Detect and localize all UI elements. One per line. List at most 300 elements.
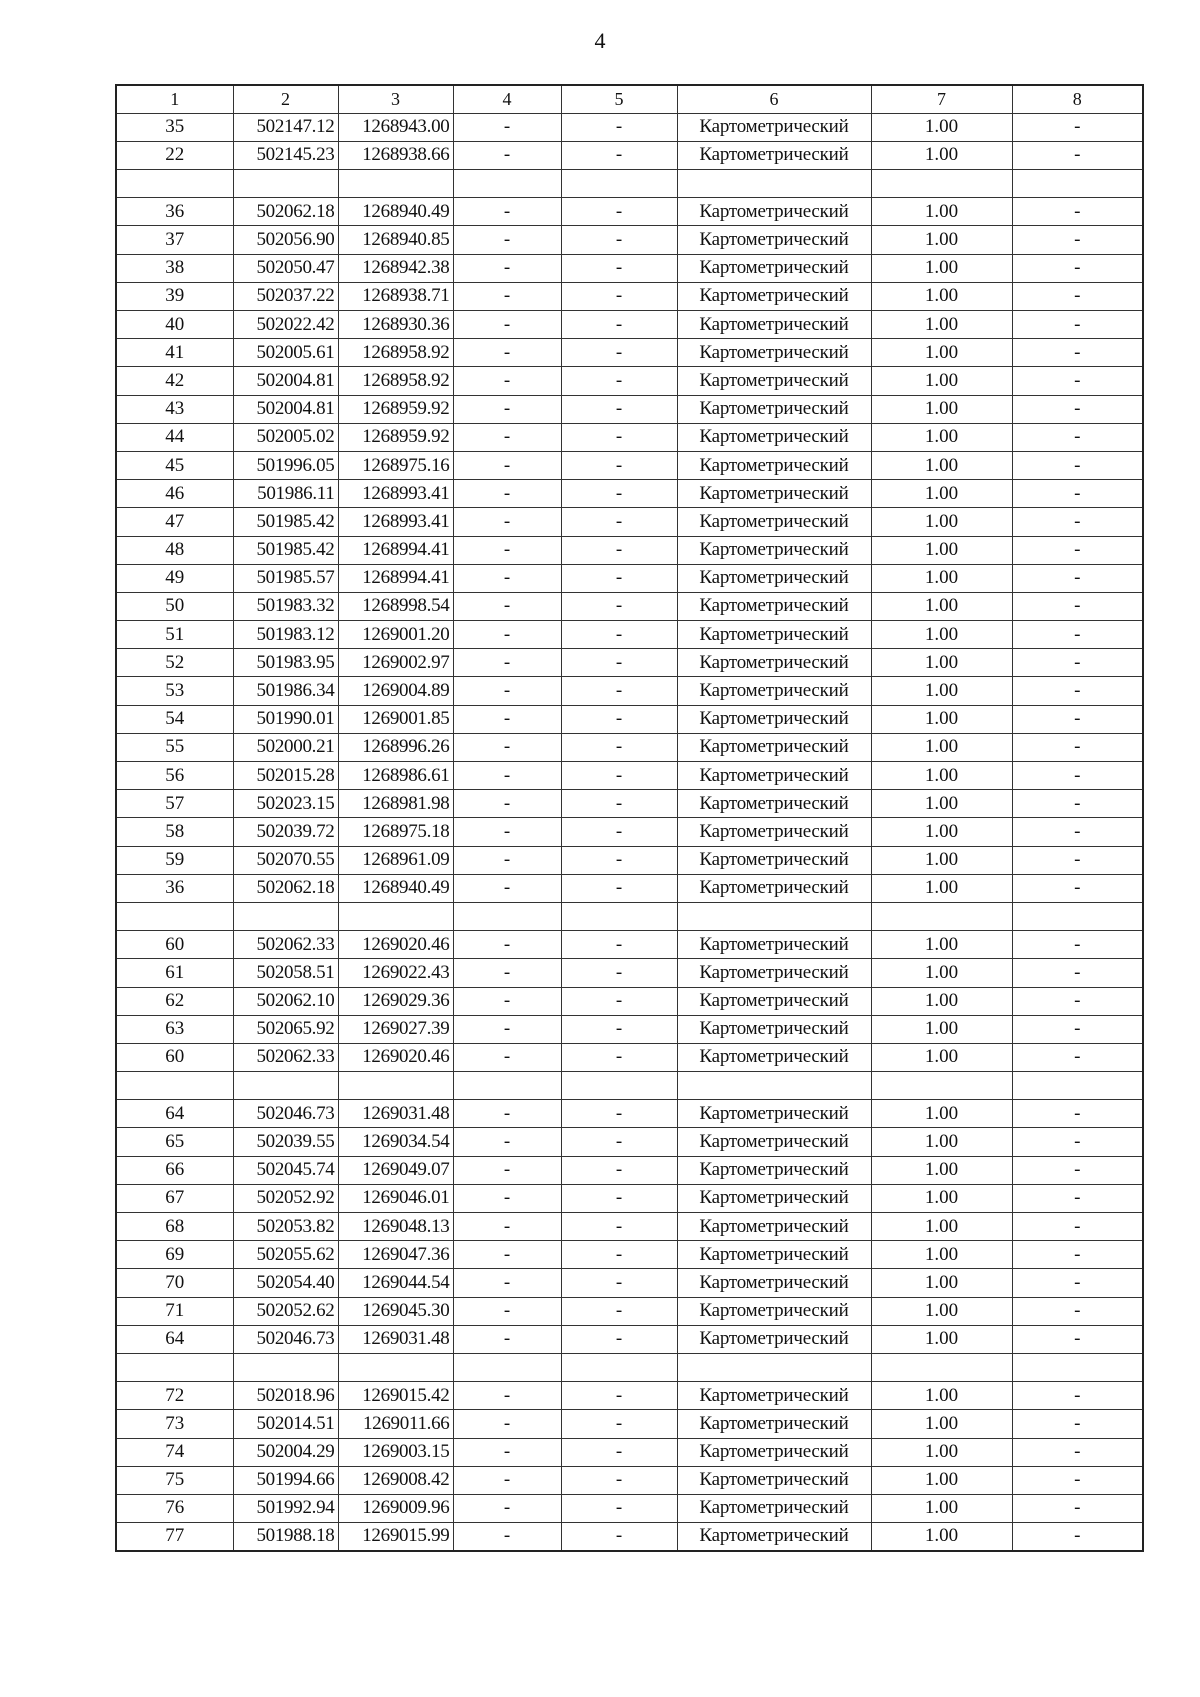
table-row	[116, 592, 1143, 620]
column-8-cell: -	[1012, 480, 1143, 508]
y-coordinate-cell: 1268942.38	[338, 254, 453, 282]
x-coordinate-cell: 501983.32	[233, 592, 338, 620]
column-5-cell: -	[561, 480, 677, 508]
y-coordinate-cell: 1269009.96	[338, 1494, 453, 1522]
column-5-cell: -	[561, 282, 677, 310]
column-5-cell: -	[561, 987, 677, 1015]
column-4-cell: -	[453, 1523, 561, 1551]
point-number-cell: 52	[116, 649, 233, 677]
column-5-cell: -	[561, 762, 677, 790]
accuracy-cell: 1.00	[871, 1100, 1012, 1128]
accuracy-cell: 1.00	[871, 1015, 1012, 1043]
column-4-cell: -	[453, 874, 561, 902]
x-coordinate-cell: 502005.61	[233, 339, 338, 367]
point-number-cell: 66	[116, 1156, 233, 1184]
column-4-cell: -	[453, 339, 561, 367]
accuracy-cell: 1.00	[871, 987, 1012, 1015]
column-4-cell: -	[453, 113, 561, 141]
point-number-cell: 61	[116, 959, 233, 987]
accuracy-cell: 1.00	[871, 480, 1012, 508]
method-cell: Картометрический	[677, 931, 871, 959]
x-coordinate-cell: 501992.94	[233, 1494, 338, 1522]
column-4-cell: -	[453, 1015, 561, 1043]
accuracy-cell: 1.00	[871, 649, 1012, 677]
point-number-cell: 59	[116, 846, 233, 874]
y-coordinate-cell: 1269047.36	[338, 1241, 453, 1269]
accuracy-cell: 1.00	[871, 254, 1012, 282]
table-row	[116, 1241, 1143, 1269]
x-coordinate-cell: 502054.40	[233, 1269, 338, 1297]
accuracy-cell: 1.00	[871, 451, 1012, 479]
y-coordinate-cell: 1268943.00	[338, 113, 453, 141]
column-5-cell	[561, 1072, 677, 1100]
column-4-cell: -	[453, 451, 561, 479]
accuracy-cell: 1.00	[871, 1410, 1012, 1438]
accuracy-cell: 1.00	[871, 733, 1012, 761]
point-number-cell: 57	[116, 790, 233, 818]
column-8-cell: -	[1012, 1043, 1143, 1071]
column-8-cell: -	[1012, 846, 1143, 874]
accuracy-cell: 1.00	[871, 818, 1012, 846]
column-5-cell: -	[561, 1184, 677, 1212]
accuracy-cell: 1.00	[871, 790, 1012, 818]
column-4-cell: -	[453, 226, 561, 254]
point-number-cell: 49	[116, 564, 233, 592]
y-coordinate-cell: 1269027.39	[338, 1015, 453, 1043]
table-row	[116, 1184, 1143, 1212]
header-cell-5: 5	[561, 85, 677, 113]
method-cell: Картометрический	[677, 1410, 871, 1438]
column-8-cell: -	[1012, 1241, 1143, 1269]
table-row	[116, 536, 1143, 564]
method-cell: Картометрический	[677, 1241, 871, 1269]
method-cell: Картометрический	[677, 141, 871, 169]
x-coordinate-cell: 502052.62	[233, 1297, 338, 1325]
table-row	[116, 959, 1143, 987]
point-number-cell: 65	[116, 1128, 233, 1156]
y-coordinate-cell: 1268940.49	[338, 874, 453, 902]
accuracy-cell: 1.00	[871, 1156, 1012, 1184]
point-number-cell: 38	[116, 254, 233, 282]
column-8-cell: -	[1012, 226, 1143, 254]
column-5-cell: -	[561, 1382, 677, 1410]
accuracy-cell: 1.00	[871, 564, 1012, 592]
x-coordinate-cell: 502000.21	[233, 733, 338, 761]
table-row	[116, 1325, 1143, 1353]
column-5-cell: -	[561, 677, 677, 705]
column-5-cell	[561, 1353, 677, 1381]
point-number-cell: 72	[116, 1382, 233, 1410]
table-row	[116, 1410, 1143, 1438]
column-5-cell: -	[561, 1410, 677, 1438]
point-number-cell: 64	[116, 1325, 233, 1353]
table-row	[116, 1438, 1143, 1466]
method-cell: Картометрический	[677, 198, 871, 226]
method-cell: Картометрический	[677, 395, 871, 423]
point-number-cell: 55	[116, 733, 233, 761]
x-coordinate-cell: 502046.73	[233, 1100, 338, 1128]
y-coordinate-cell: 1268994.41	[338, 564, 453, 592]
accuracy-cell: 1.00	[871, 367, 1012, 395]
point-number-cell: 45	[116, 451, 233, 479]
column-5-cell: -	[561, 1269, 677, 1297]
column-4-cell: -	[453, 649, 561, 677]
y-coordinate-cell: 1268993.41	[338, 508, 453, 536]
point-number-cell: 48	[116, 536, 233, 564]
method-cell: Картометрический	[677, 959, 871, 987]
y-coordinate-cell: 1268940.85	[338, 226, 453, 254]
method-cell: Картометрический	[677, 536, 871, 564]
point-number-cell: 39	[116, 282, 233, 310]
header-cell-3: 3	[338, 85, 453, 113]
method-cell: Картометрический	[677, 1523, 871, 1551]
method-cell: Картометрический	[677, 1213, 871, 1241]
accuracy-cell: 1.00	[871, 339, 1012, 367]
x-coordinate-cell: 502147.12	[233, 113, 338, 141]
y-coordinate-cell: 1269044.54	[338, 1269, 453, 1297]
column-5-cell: -	[561, 254, 677, 282]
accuracy-cell: 1.00	[871, 198, 1012, 226]
column-8-cell: -	[1012, 818, 1143, 846]
x-coordinate-cell: 502050.47	[233, 254, 338, 282]
method-cell: Картометрический	[677, 451, 871, 479]
accuracy-cell: 1.00	[871, 423, 1012, 451]
column-8-cell: -	[1012, 536, 1143, 564]
point-number-cell: 22	[116, 141, 233, 169]
x-coordinate-cell	[233, 1072, 338, 1100]
point-number-cell: 44	[116, 423, 233, 451]
column-4-cell: -	[453, 790, 561, 818]
point-number-cell: 74	[116, 1438, 233, 1466]
point-number-cell: 42	[116, 367, 233, 395]
y-coordinate-cell: 1268958.92	[338, 339, 453, 367]
column-5-cell: -	[561, 141, 677, 169]
column-4-cell	[453, 902, 561, 930]
column-4-cell: -	[453, 1156, 561, 1184]
column-4-cell: -	[453, 931, 561, 959]
method-cell: Картометрический	[677, 1297, 871, 1325]
column-5-cell: -	[561, 536, 677, 564]
point-number-cell: 46	[116, 480, 233, 508]
column-8-cell: -	[1012, 705, 1143, 733]
table-row	[116, 1100, 1143, 1128]
column-4-cell: -	[453, 508, 561, 536]
method-cell: Картометрический	[677, 987, 871, 1015]
column-8-cell: -	[1012, 959, 1143, 987]
x-coordinate-cell: 502145.23	[233, 141, 338, 169]
column-8-cell: -	[1012, 1438, 1143, 1466]
accuracy-cell: 1.00	[871, 931, 1012, 959]
column-4-cell: -	[453, 480, 561, 508]
point-number-cell: 37	[116, 226, 233, 254]
separator-row	[116, 902, 1143, 930]
method-cell: Картометрический	[677, 1184, 871, 1212]
column-8-cell	[1012, 1072, 1143, 1100]
point-number-cell: 41	[116, 339, 233, 367]
accuracy-cell: 1.00	[871, 226, 1012, 254]
y-coordinate-cell: 1268930.36	[338, 311, 453, 339]
x-coordinate-cell: 502004.81	[233, 367, 338, 395]
accuracy-cell: 1.00	[871, 1269, 1012, 1297]
column-5-cell: -	[561, 1297, 677, 1325]
y-coordinate-cell	[338, 1072, 453, 1100]
x-coordinate-cell: 502018.96	[233, 1382, 338, 1410]
accuracy-cell	[871, 1353, 1012, 1381]
accuracy-cell: 1.00	[871, 536, 1012, 564]
point-number-cell: 73	[116, 1410, 233, 1438]
column-5-cell: -	[561, 1241, 677, 1269]
table-row	[116, 1523, 1143, 1551]
table-row	[116, 1297, 1143, 1325]
point-number-cell: 50	[116, 592, 233, 620]
method-cell: Картометрический	[677, 649, 871, 677]
y-coordinate-cell	[338, 902, 453, 930]
column-4-cell: -	[453, 1438, 561, 1466]
x-coordinate-cell	[233, 902, 338, 930]
column-5-cell	[561, 170, 677, 198]
table-row	[116, 311, 1143, 339]
column-5-cell: -	[561, 705, 677, 733]
method-cell: Картометрический	[677, 677, 871, 705]
y-coordinate-cell: 1269022.43	[338, 959, 453, 987]
x-coordinate-cell: 502062.18	[233, 874, 338, 902]
column-4-cell: -	[453, 564, 561, 592]
x-coordinate-cell	[233, 170, 338, 198]
column-8-cell: -	[1012, 1015, 1143, 1043]
y-coordinate-cell: 1269045.30	[338, 1297, 453, 1325]
column-4-cell	[453, 1072, 561, 1100]
table-row	[116, 1128, 1143, 1156]
header-cell-1: 1	[116, 85, 233, 113]
column-4-cell: -	[453, 818, 561, 846]
column-8-cell	[1012, 1353, 1143, 1381]
column-8-cell: -	[1012, 1156, 1143, 1184]
accuracy-cell: 1.00	[871, 762, 1012, 790]
header-cell-2: 2	[233, 85, 338, 113]
table-row	[116, 198, 1143, 226]
column-4-cell: -	[453, 536, 561, 564]
column-4-cell: -	[453, 198, 561, 226]
column-5-cell: -	[561, 423, 677, 451]
column-5-cell: -	[561, 1043, 677, 1071]
accuracy-cell: 1.00	[871, 705, 1012, 733]
x-coordinate-cell: 502037.22	[233, 282, 338, 310]
point-number-cell: 64	[116, 1100, 233, 1128]
column-8-cell: -	[1012, 254, 1143, 282]
x-coordinate-cell: 502062.10	[233, 987, 338, 1015]
method-cell: Картометрический	[677, 226, 871, 254]
table-row	[116, 1382, 1143, 1410]
point-number-cell: 62	[116, 987, 233, 1015]
method-cell: Картометрический	[677, 1100, 871, 1128]
column-8-cell: -	[1012, 1410, 1143, 1438]
x-coordinate-cell	[233, 1353, 338, 1381]
method-cell: Картометрический	[677, 621, 871, 649]
table-row	[116, 1466, 1143, 1494]
column-8-cell: -	[1012, 931, 1143, 959]
table-row	[116, 113, 1143, 141]
column-4-cell: -	[453, 311, 561, 339]
column-5-cell: -	[561, 818, 677, 846]
column-8-cell: -	[1012, 564, 1143, 592]
method-cell: Картометрический	[677, 339, 871, 367]
column-8-cell: -	[1012, 1523, 1143, 1551]
column-5-cell: -	[561, 959, 677, 987]
method-cell: Картометрический	[677, 1269, 871, 1297]
column-8-cell: -	[1012, 1466, 1143, 1494]
y-coordinate-cell: 1268961.09	[338, 846, 453, 874]
column-8-cell: -	[1012, 733, 1143, 761]
point-number-cell	[116, 1072, 233, 1100]
column-8-cell: -	[1012, 367, 1143, 395]
method-cell	[677, 1353, 871, 1381]
column-4-cell: -	[453, 1382, 561, 1410]
column-5-cell: -	[561, 1128, 677, 1156]
accuracy-cell: 1.00	[871, 1523, 1012, 1551]
x-coordinate-cell: 501983.12	[233, 621, 338, 649]
table-row	[116, 846, 1143, 874]
table-row	[116, 480, 1143, 508]
column-4-cell: -	[453, 1466, 561, 1494]
column-5-cell: -	[561, 367, 677, 395]
x-coordinate-cell: 502004.29	[233, 1438, 338, 1466]
method-cell: Картометрический	[677, 311, 871, 339]
y-coordinate-cell: 1269020.46	[338, 1043, 453, 1071]
y-coordinate-cell: 1268938.66	[338, 141, 453, 169]
y-coordinate-cell	[338, 1353, 453, 1381]
column-5-cell: -	[561, 395, 677, 423]
y-coordinate-cell: 1268940.49	[338, 198, 453, 226]
column-4-cell: -	[453, 367, 561, 395]
method-cell: Картометрический	[677, 705, 871, 733]
column-8-cell: -	[1012, 451, 1143, 479]
column-5-cell: -	[561, 931, 677, 959]
accuracy-cell: 1.00	[871, 959, 1012, 987]
column-8-cell: -	[1012, 282, 1143, 310]
column-4-cell: -	[453, 1325, 561, 1353]
page-number: 4	[594, 28, 606, 53]
column-4-cell: -	[453, 1297, 561, 1325]
column-5-cell: -	[561, 649, 677, 677]
column-8-cell: -	[1012, 395, 1143, 423]
y-coordinate-cell: 1268958.92	[338, 367, 453, 395]
column-8-cell: -	[1012, 592, 1143, 620]
column-5-cell: -	[561, 451, 677, 479]
table-row	[116, 677, 1143, 705]
method-cell: Картометрический	[677, 113, 871, 141]
column-4-cell: -	[453, 1128, 561, 1156]
accuracy-cell: 1.00	[871, 1466, 1012, 1494]
column-4-cell: -	[453, 987, 561, 1015]
accuracy-cell: 1.00	[871, 592, 1012, 620]
point-number-cell: 43	[116, 395, 233, 423]
x-coordinate-cell: 502039.72	[233, 818, 338, 846]
point-number-cell: 69	[116, 1241, 233, 1269]
table-row	[116, 1156, 1143, 1184]
column-8-cell: -	[1012, 1494, 1143, 1522]
column-4-cell: -	[453, 1043, 561, 1071]
x-coordinate-cell: 501990.01	[233, 705, 338, 733]
y-coordinate-cell: 1269015.42	[338, 1382, 453, 1410]
point-number-cell: 36	[116, 198, 233, 226]
point-number-cell: 70	[116, 1269, 233, 1297]
y-coordinate-cell: 1268998.54	[338, 592, 453, 620]
column-5-cell: -	[561, 874, 677, 902]
column-5-cell: -	[561, 1466, 677, 1494]
accuracy-cell: 1.00	[871, 282, 1012, 310]
column-8-cell: -	[1012, 1382, 1143, 1410]
separator-row	[116, 1353, 1143, 1381]
column-8-cell: -	[1012, 1184, 1143, 1212]
column-8-cell: -	[1012, 762, 1143, 790]
accuracy-cell: 1.00	[871, 677, 1012, 705]
column-8-cell: -	[1012, 790, 1143, 818]
column-8-cell: -	[1012, 621, 1143, 649]
table-row	[116, 564, 1143, 592]
method-cell: Картометрический	[677, 508, 871, 536]
method-cell: Картометрический	[677, 282, 871, 310]
header-cell-7: 7	[871, 85, 1012, 113]
column-4-cell: -	[453, 705, 561, 733]
method-cell: Картометрический	[677, 564, 871, 592]
accuracy-cell: 1.00	[871, 1438, 1012, 1466]
column-8-cell: -	[1012, 423, 1143, 451]
table-body	[116, 85, 1143, 1551]
column-8-cell	[1012, 170, 1143, 198]
column-8-cell	[1012, 902, 1143, 930]
table-row	[116, 931, 1143, 959]
table-row	[116, 818, 1143, 846]
point-number-cell: 63	[116, 1015, 233, 1043]
accuracy-cell: 1.00	[871, 508, 1012, 536]
y-coordinate-cell: 1269001.85	[338, 705, 453, 733]
column-5-cell: -	[561, 311, 677, 339]
table-row	[116, 1269, 1143, 1297]
table-row	[116, 451, 1143, 479]
method-cell: Картометрический	[677, 1382, 871, 1410]
x-coordinate-cell: 502046.73	[233, 1325, 338, 1353]
column-4-cell: -	[453, 1100, 561, 1128]
table-row	[116, 762, 1143, 790]
x-coordinate-cell: 502053.82	[233, 1213, 338, 1241]
column-5-cell: -	[561, 846, 677, 874]
column-8-cell: -	[1012, 987, 1143, 1015]
accuracy-cell: 1.00	[871, 621, 1012, 649]
column-4-cell: -	[453, 395, 561, 423]
column-5-cell: -	[561, 1015, 677, 1043]
table-row	[116, 987, 1143, 1015]
column-8-cell: -	[1012, 113, 1143, 141]
y-coordinate-cell: 1269046.01	[338, 1184, 453, 1212]
point-number-cell: 68	[116, 1213, 233, 1241]
column-4-cell: -	[453, 1410, 561, 1438]
y-coordinate-cell: 1269029.36	[338, 987, 453, 1015]
method-cell: Картометрический	[677, 762, 871, 790]
column-4-cell: -	[453, 141, 561, 169]
method-cell: Картометрический	[677, 423, 871, 451]
column-8-cell: -	[1012, 1269, 1143, 1297]
y-coordinate-cell: 1269011.66	[338, 1410, 453, 1438]
column-5-cell: -	[561, 339, 677, 367]
table-row	[116, 705, 1143, 733]
accuracy-cell	[871, 170, 1012, 198]
column-8-cell: -	[1012, 141, 1143, 169]
coordinates-table	[115, 84, 1144, 1552]
table-row	[116, 508, 1143, 536]
x-coordinate-cell: 502004.81	[233, 395, 338, 423]
y-coordinate-cell: 1268975.16	[338, 451, 453, 479]
column-4-cell	[453, 1353, 561, 1381]
